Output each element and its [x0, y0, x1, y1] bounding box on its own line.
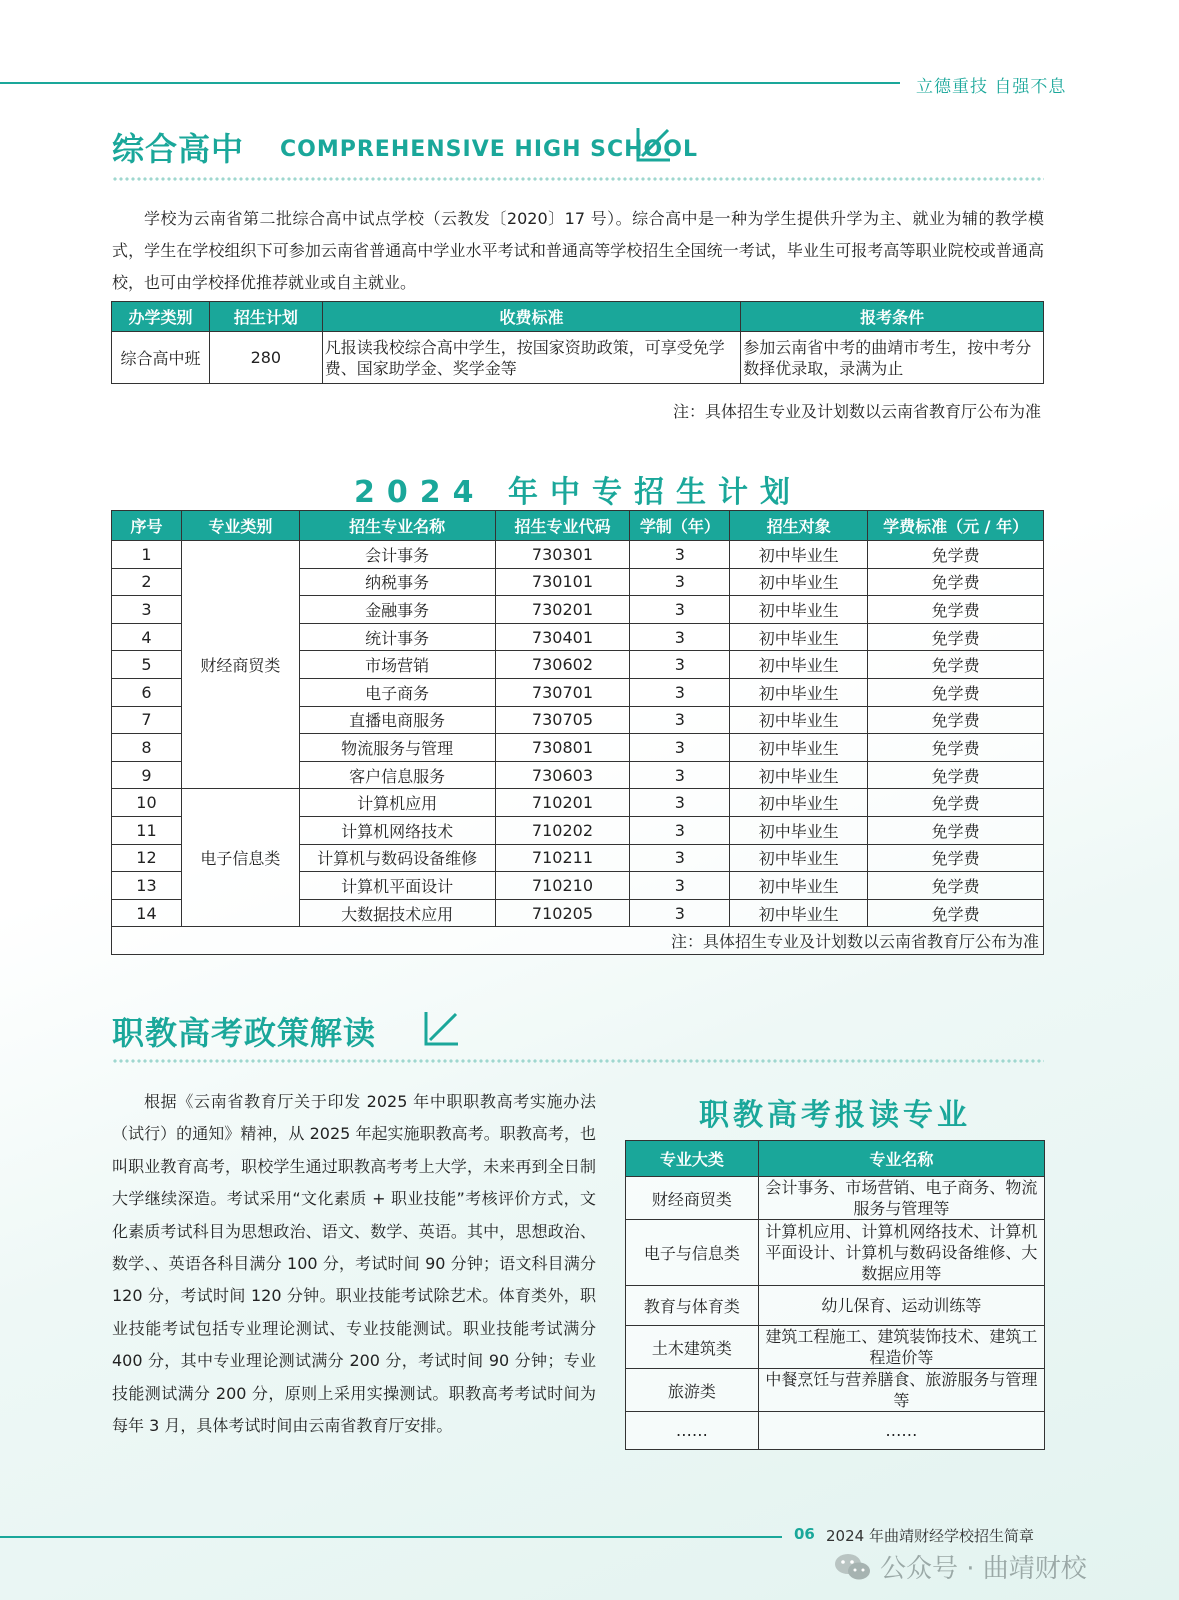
table-cell: 会计事务、市场营销、电子商务、物流服务与管理等 [758, 1177, 1044, 1220]
table-cell: 3 [630, 844, 730, 872]
table-cell: 直播电商服务 [299, 706, 495, 734]
table-header: 报考条件 [741, 302, 1044, 332]
table-cell: 物流服务与管理 [299, 734, 495, 762]
table-cell: 710205 [495, 899, 630, 927]
table-cell: 730602 [495, 651, 630, 679]
table-cell: 免学费 [868, 816, 1044, 844]
table-row [626, 1220, 1045, 1286]
section-title-policy: 职教高考政策解读 [112, 1014, 377, 1052]
table-cell: 11 [112, 816, 182, 844]
table-cell: 710201 [495, 789, 630, 817]
wechat-icon [834, 1552, 872, 1582]
table-cell: 幼儿保育、运动训练等 [758, 1286, 1044, 1326]
table-cell: 免学费 [868, 568, 1044, 596]
table-cell: 初中毕业生 [730, 844, 868, 872]
footer-line [0, 1536, 782, 1538]
table-cell: 7 [112, 706, 182, 734]
plan-note: 注：具体招生专业及计划数以云南省教育厅公布为准 [112, 927, 1044, 955]
table-cell: 免学费 [868, 872, 1044, 900]
table-cell: 3 [630, 899, 730, 927]
table-row [626, 1369, 1045, 1412]
table-header: 学费标准（元 / 年） [868, 511, 1044, 541]
table-cell: 710202 [495, 816, 630, 844]
table-cell: 参加云南省中考的曲靖市考生，按中考分数择优录取，录满为止 [741, 332, 1044, 384]
table-cell: 3 [630, 816, 730, 844]
table-cell: 3 [112, 596, 182, 624]
table-cell: 3 [630, 706, 730, 734]
table-header: 专业名称 [758, 1141, 1044, 1177]
table-cell: 730801 [495, 734, 630, 762]
table-cell: 6 [112, 678, 182, 706]
table-cell: 730705 [495, 706, 630, 734]
watermark [834, 1548, 1087, 1585]
table-cell: 建筑工程施工、建筑装饰技术、建筑工程造价等 [758, 1326, 1044, 1369]
table-cell: 免学费 [868, 734, 1044, 762]
table-cell: 纳税事务 [299, 568, 495, 596]
table-cell: 14 [112, 899, 182, 927]
table-cell: 免学费 [868, 789, 1044, 817]
table-cell: 3 [630, 678, 730, 706]
table-cell: 初中毕业生 [730, 899, 868, 927]
table-cell: 初中毕业生 [730, 651, 868, 679]
table-cell: 初中毕业生 [730, 706, 868, 734]
table-cell: 3 [630, 761, 730, 789]
table-cell: 免学费 [868, 678, 1044, 706]
note: 注：具体招生专业及计划数以云南省教育厅公布为准 [672, 402, 1041, 421]
header-line [0, 82, 900, 84]
table-row [626, 1412, 1045, 1450]
section-divider [112, 176, 1044, 182]
table-cell: 计算机应用、计算机网络技术、计算机平面设计、计算机与数码设备维修、大数据应用等 [758, 1220, 1044, 1286]
table-cell: 电子与信息类 [626, 1220, 759, 1286]
table-cell: 计算机应用 [299, 789, 495, 817]
page-number: 06 [794, 1525, 815, 1543]
table-cell: 电子商务 [299, 678, 495, 706]
table-cell: 中餐烹饪与营养膳食、旅游服务与管理等 [758, 1369, 1044, 1412]
table-cell: 免学费 [868, 761, 1044, 789]
table-cell: 730101 [495, 568, 630, 596]
table-cell: 初中毕业生 [730, 541, 868, 569]
table-header: 办学类别 [112, 302, 210, 332]
section2-paragraph-text: 根据《云南省教育厅关于印发 2025 年中职职教高考实施办法（试行）的通知》精神，从 2025 年起实施职教高考。职教高考，也叫职业教育高考，职校学生通过职教高考考上大学，未来再到全日制大学继续深造。考试采用“文化素质 + 职业技能”考核评价方式，文化素质考试科目为思想政治、语文、数学、英语。其中，思想政治、数学、、英语各科目满分 100 分，考试时间 90 分钟；语文科目满分 120 分，考试时间 120 分钟。职业技能考试除艺术。体育类外，职业技能考试包括专业理论测试、专业技能测试。职业技能考试满分 400 分，其中专业理论测试满分 200 分，考试时间 90 分钟；专业技能测试满分 200 分，原则上采用实操测试。职教高考考试时间为每年 3 月，具体考试时间由云南省教育厅安排。 [112, 1092, 596, 1436]
table-cell: 730401 [495, 623, 630, 651]
table-row [626, 1326, 1045, 1369]
table-cell: 3 [630, 872, 730, 900]
category-cell: 电子信息类 [181, 789, 299, 927]
table-cell: 1 [112, 541, 182, 569]
table-row [112, 541, 1044, 569]
section1-paragraph [112, 203, 1044, 299]
table-cell: 3 [630, 568, 730, 596]
table-header: 学制（年） [630, 511, 730, 541]
table-cell: 金融事务 [299, 596, 495, 624]
table-cell: 730301 [495, 541, 630, 569]
table-cell: 710210 [495, 872, 630, 900]
table-cell: 730201 [495, 596, 630, 624]
table-cell: 3 [630, 541, 730, 569]
table-cell: 12 [112, 844, 182, 872]
table-cell: 初中毕业生 [730, 734, 868, 762]
table-cell: 8 [112, 734, 182, 762]
table-cell: 免学费 [868, 899, 1044, 927]
table-cell: 710211 [495, 844, 630, 872]
section2-paragraph [112, 1086, 596, 1442]
table-header: 收费标准 [322, 302, 741, 332]
table-cell: 土木建筑类 [626, 1326, 759, 1369]
table-cell: 13 [112, 872, 182, 900]
category-cell: 财经商贸类 [181, 541, 299, 789]
table-cell: 统计事务 [299, 623, 495, 651]
table-cell: 计算机与数码设备维修 [299, 844, 495, 872]
table-cell: 280 [209, 332, 322, 384]
table-cell: 免学费 [868, 706, 1044, 734]
table-header: 招生对象 [730, 511, 868, 541]
table-cell: 教育与体育类 [626, 1286, 759, 1326]
majors-title: 职教高考报读专业 [699, 1098, 971, 1133]
table-cell: 初中毕业生 [730, 596, 868, 624]
table-cell: 综合高中班 [112, 332, 210, 384]
section-divider [112, 1058, 1044, 1064]
table-cell: 免学费 [868, 541, 1044, 569]
table-cell: 2 [112, 568, 182, 596]
table-cell: 市场营销 [299, 651, 495, 679]
arrow-down-left-icon [422, 1008, 462, 1048]
majors-table [625, 1140, 1045, 1450]
footer-title: 2024 年曲靖财经学校招生简章 [826, 1527, 1034, 1545]
table-cell: 免学费 [868, 844, 1044, 872]
table-cell: 4 [112, 623, 182, 651]
table-cell: 3 [630, 623, 730, 651]
table-cell: 初中毕业生 [730, 568, 868, 596]
table-row [626, 1177, 1045, 1220]
table-cell: 初中毕业生 [730, 623, 868, 651]
table-cell: 730603 [495, 761, 630, 789]
section-title-comprehensive: 综合高中 [112, 130, 245, 168]
table-header: 专业大类 [626, 1141, 759, 1177]
table-cell: 730701 [495, 678, 630, 706]
table-cell: 10 [112, 789, 182, 817]
plan-table [111, 510, 1044, 955]
table-cell: 财经商贸类 [626, 1177, 759, 1220]
table-header: 招生专业名称 [299, 511, 495, 541]
section1-paragraph-text: 学校为云南省第二批综合高中试点学校（云教发〔2020〕17 号）。综合高中是一种为学生提供升学为主、就业为辅的教学模式，学生在学校组织下可参加云南省普通高中学业水平考试和普通高等学校招生全国统一考试，毕业生可报考高等职业院校或普通高校，也可由学校择优推荐就业或自主就业。 [112, 209, 1044, 292]
table-cell: 免学费 [868, 651, 1044, 679]
plan-title: 2024 年中专招生计划 [354, 475, 802, 510]
table-cell: 3 [630, 734, 730, 762]
table-cell: 初中毕业生 [730, 789, 868, 817]
watermark-text: 公众号 · 曲靖财校 [880, 1554, 1087, 1584]
table-header: 专业类别 [181, 511, 299, 541]
table-cell: …… [626, 1412, 759, 1450]
table-row [112, 789, 1044, 817]
table-cell: 计算机网络技术 [299, 816, 495, 844]
table-cell: …… [758, 1412, 1044, 1450]
table-cell: 初中毕业生 [730, 816, 868, 844]
table-cell: 3 [630, 596, 730, 624]
table-cell: 计算机平面设计 [299, 872, 495, 900]
table-cell: 旅游类 [626, 1369, 759, 1412]
table-cell: 初中毕业生 [730, 761, 868, 789]
table-cell: 凡报读我校综合高中学生，按国家资助政策，可享受免学费、国家助学金、奖学金等 [322, 332, 741, 384]
table-cell: 免学费 [868, 596, 1044, 624]
comprehensive-table [111, 301, 1044, 384]
table-header: 招生专业代码 [495, 511, 630, 541]
table-cell: 大数据技术应用 [299, 899, 495, 927]
table-cell: 3 [630, 651, 730, 679]
table-cell: 客户信息服务 [299, 761, 495, 789]
table-cell: 初中毕业生 [730, 872, 868, 900]
table-cell: 9 [112, 761, 182, 789]
table-header: 序号 [112, 511, 182, 541]
table-cell: 3 [630, 789, 730, 817]
table-cell: 初中毕业生 [730, 678, 868, 706]
header-slogan: 立德重技 自强不息 [916, 77, 1067, 97]
table-cell: 免学费 [868, 623, 1044, 651]
arrow-down-left-icon [634, 124, 674, 164]
table-header: 招生计划 [209, 302, 322, 332]
table-row [626, 1286, 1045, 1326]
table-cell: 5 [112, 651, 182, 679]
table-cell: 会计事务 [299, 541, 495, 569]
section-title-en: COMPREHENSIVE HIGH SCHOOL [280, 137, 698, 162]
